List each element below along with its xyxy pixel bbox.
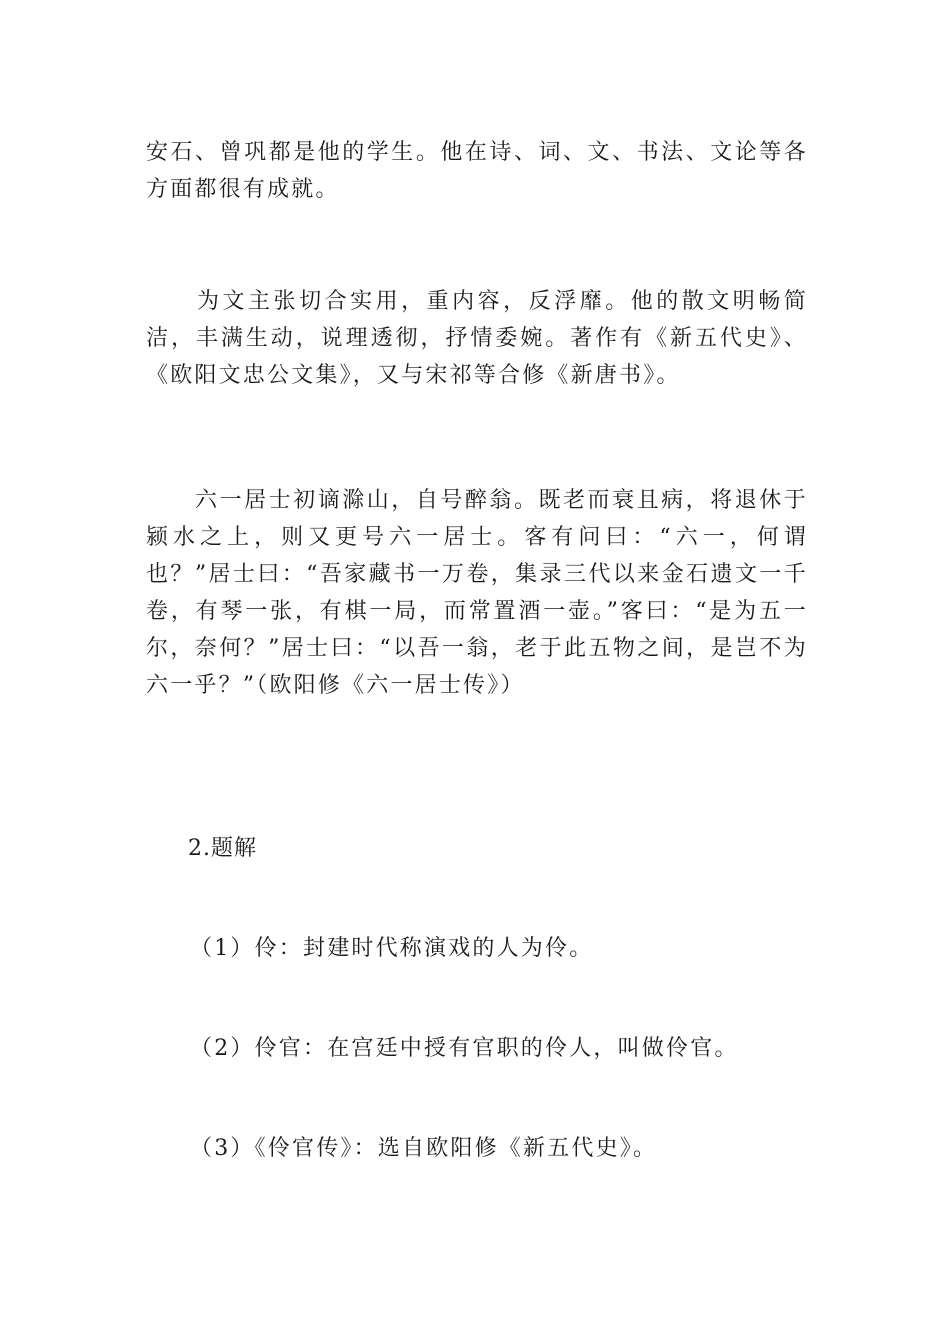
paragraph-writing-style: 为文主张切合实用，重内容，反浮靡。他的散文明畅简洁，丰满生动，说理透彻，抒情委婉。著作有《新五代史》、《欧阳文忠公文集》，又与宋祁等合修《新唐书》。 <box>146 289 808 388</box>
list-item: （2）伶官：在宫廷中授有官职的伶人，叫做伶官。 <box>190 1036 739 1061</box>
section-heading: 2.题解 <box>188 836 257 861</box>
paragraph-liuyi-jushi: 六一居士初谪滁山，自号醉翁。既老而衰且病，将退休于颍水之上，则又更号六一居士。客有问曰：“六一，何谓也？”居士曰：“吾家藏书一万卷，集录三代以来金石遗文一千卷，有琴一张，有棋一局，而常置酒一壶。”客曰：“是为五一尔，奈何？”居士曰：“以吾一翁，老于此五物之间，是岂不为六一乎？”（欧阳修《六一居士传》） <box>146 488 808 698</box>
list-item: （1）伶：封建时代称演戏的人为伶。 <box>190 936 594 961</box>
list-item: （3）《伶官传》：选自欧阳修《新五代史》。 <box>190 1136 658 1161</box>
paragraph-students-achievements: 安石、曾巩都是他的学生。他在诗、词、文、书法、文论等各方面都很有成就。 <box>146 140 808 202</box>
